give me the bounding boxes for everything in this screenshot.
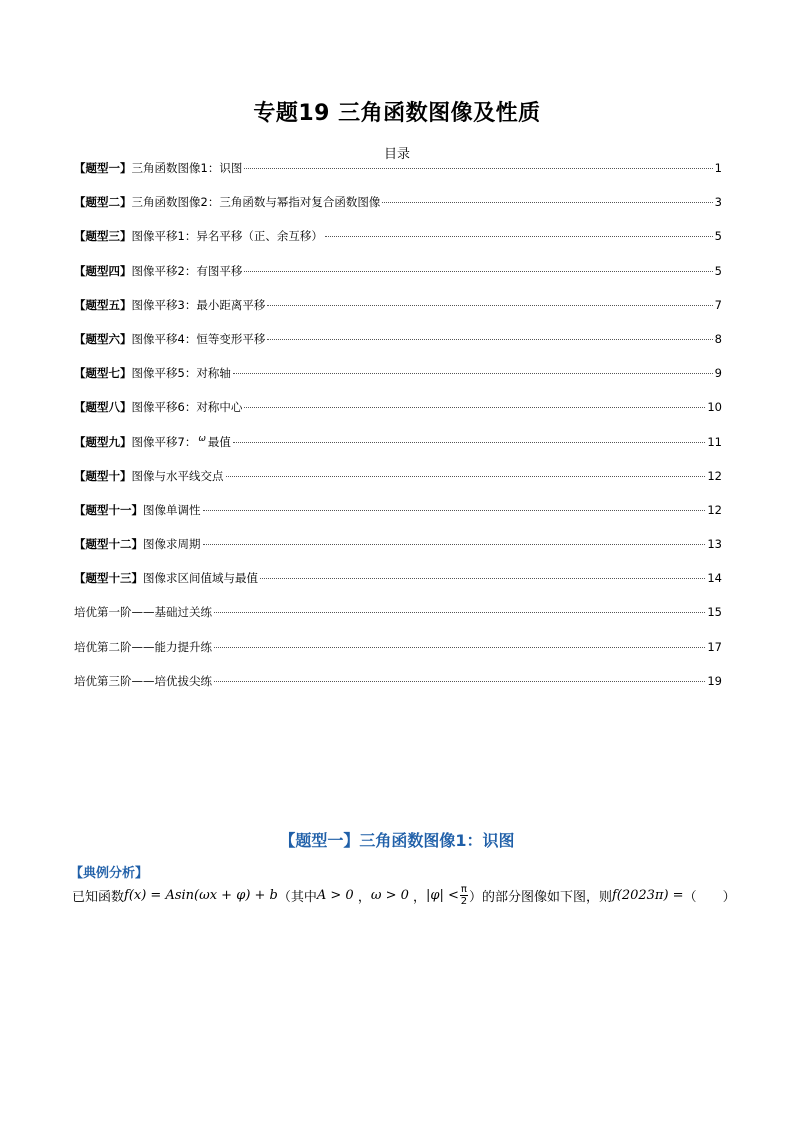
toc-entry-tag: 【题型八】	[74, 400, 132, 415]
condition-omega: ω > 0	[370, 888, 409, 903]
toc-entry-page: 17	[707, 639, 722, 654]
toc-entry[interactable]	[74, 160, 722, 194]
toc-entry-tag: 【题型十】	[74, 468, 132, 483]
toc-dot-leader	[260, 578, 705, 579]
toc-entry-page: 12	[707, 502, 722, 517]
toc-entry-label: 三角函数图像1：识图	[131, 161, 243, 175]
toc-entry-label: 图像平移6：对称中心	[131, 400, 243, 415]
toc-entry-page: 15	[707, 605, 722, 620]
answer-blank: （ ）	[683, 890, 736, 905]
toc-entry[interactable]	[74, 331, 722, 365]
toc-entry-page: 19	[707, 673, 722, 688]
toc-dot-leader	[244, 407, 705, 408]
toc-entry[interactable]	[74, 604, 722, 638]
toc-dot-leader	[267, 305, 712, 306]
toc-entry-label: 三角函数图像2：三角函数与幂指对复合函数图像	[131, 195, 381, 210]
toc-entry[interactable]	[74, 434, 722, 468]
toc-entry-page: 12	[707, 468, 722, 483]
toc-entry-label: 图像平移2：有图平移	[131, 263, 243, 278]
toc-entry[interactable]	[74, 502, 722, 536]
toc-entry-tag: 【题型四】	[74, 263, 132, 278]
toc-dot-leader	[226, 476, 706, 477]
toc-entry-label: 图像平移7：	[131, 434, 197, 449]
question-expression: f(2023π) =	[611, 888, 684, 903]
toc-entry-label: 培优第一阶——基础过关练	[74, 605, 212, 620]
toc-heading: 目录	[383, 147, 410, 162]
toc-entry-page: 9	[714, 366, 722, 381]
toc-entry[interactable]	[74, 365, 722, 399]
toc-entry-page: 3	[714, 195, 722, 210]
table-of-contents	[74, 160, 722, 707]
toc-entry-label: 图像平移1：异名平移（正、余互移）	[131, 229, 323, 244]
condition-phi: |φ| <	[426, 888, 459, 903]
toc-entry-label: 图像求周期	[143, 537, 201, 552]
toc-entry[interactable]	[74, 297, 722, 331]
toc-entry-page: 8	[714, 331, 722, 346]
toc-entry-tag: 【题型十一】	[74, 502, 143, 517]
toc-dot-leader	[267, 339, 712, 340]
toc-entry-label: 图像单调性	[143, 502, 201, 517]
toc-entry-label: 图像求区间值域与最值	[143, 571, 258, 586]
toc-entry[interactable]	[74, 639, 722, 673]
problem-prefix: 已知函数	[72, 890, 125, 905]
toc-entry-page: 7	[714, 297, 722, 312]
toc-entry[interactable]	[74, 536, 722, 570]
toc-entry-page: 5	[714, 263, 722, 278]
toc-entry-tag: 【题型十二】	[74, 537, 143, 552]
toc-dot-leader	[325, 236, 713, 237]
section-title: 【题型一】三角函数图像1：识图	[279, 831, 515, 850]
toc-entry-label: 培优第二阶——能力提升练	[74, 639, 212, 654]
pi-over-two-fraction	[460, 884, 468, 907]
toc-dot-leader	[244, 271, 712, 272]
toc-entry-page: 10	[707, 400, 722, 415]
toc-entry-label: 图像平移5：对称轴	[131, 366, 231, 381]
toc-entry-page: 13	[707, 537, 722, 552]
toc-entry[interactable]	[74, 399, 722, 433]
document-title: 专题19 三角函数图像及性质	[253, 101, 541, 126]
toc-dot-leader	[382, 202, 712, 203]
toc-dot-leader	[214, 612, 705, 613]
toc-entry-tag: 【题型十三】	[74, 571, 143, 586]
fraction-numerator: π	[460, 884, 467, 895]
toc-entry[interactable]	[74, 194, 722, 228]
toc-dot-leader	[203, 544, 706, 545]
fraction-denominator: 2	[460, 896, 468, 907]
omega-symbol: ω	[198, 433, 206, 444]
toc-dot-leader	[214, 647, 705, 648]
condition-close: ）的部分图像如下图，则	[468, 890, 612, 905]
toc-entry-label: 图像平移4：恒等变形平移	[131, 331, 266, 346]
toc-dot-leader	[203, 510, 706, 511]
toc-entry[interactable]	[74, 263, 722, 297]
toc-dot-leader	[214, 681, 705, 682]
toc-entry-page: 14	[707, 571, 722, 586]
toc-entry-page: 11	[707, 434, 722, 449]
function-expression: f(x) = Asin(ωx + φ) + b	[124, 888, 278, 903]
toc-entry-tag: 【题型二】	[74, 195, 132, 210]
toc-entry-page: 1	[714, 161, 722, 175]
toc-entry-tag: 【题型五】	[74, 297, 132, 312]
toc-entry-label: 图像与水平线交点	[131, 468, 224, 483]
condition-open: （其中	[277, 890, 317, 905]
toc-entry-label: 培优第三阶——培优拔尖练	[74, 673, 212, 688]
toc-entry-label: 图像平移3：最小距离平移	[131, 297, 266, 312]
toc-entry[interactable]	[74, 570, 722, 604]
toc-entry[interactable]	[74, 673, 722, 707]
toc-entry-label-suffix: 最值	[207, 434, 231, 449]
toc-dot-leader	[233, 442, 705, 443]
toc-entry[interactable]	[74, 468, 722, 502]
toc-entry-page: 5	[714, 229, 722, 244]
toc-entry-tag: 【题型九】	[74, 434, 132, 449]
toc-entry-tag: 【题型六】	[74, 331, 132, 346]
toc-entry-tag: 【题型七】	[74, 366, 132, 381]
toc-dot-leader	[233, 373, 713, 374]
toc-entry[interactable]	[74, 228, 722, 262]
toc-dot-leader	[244, 168, 712, 169]
toc-entry-tag: 【题型三】	[74, 229, 132, 244]
toc-entry-tag: 【题型一】	[74, 161, 132, 175]
problem-statement: 已知函数 f(x) = Asin(ωx + φ) + b （其中 A > 0 ， ω > 0 ， |φ| < $\frac{\pi}{2}$ ）的部分图像如下图，则 f(2023π) = （ ）	[72, 884, 736, 907]
example-label: 【典例分析】	[70, 866, 149, 881]
condition-a: A > 0	[316, 888, 354, 903]
